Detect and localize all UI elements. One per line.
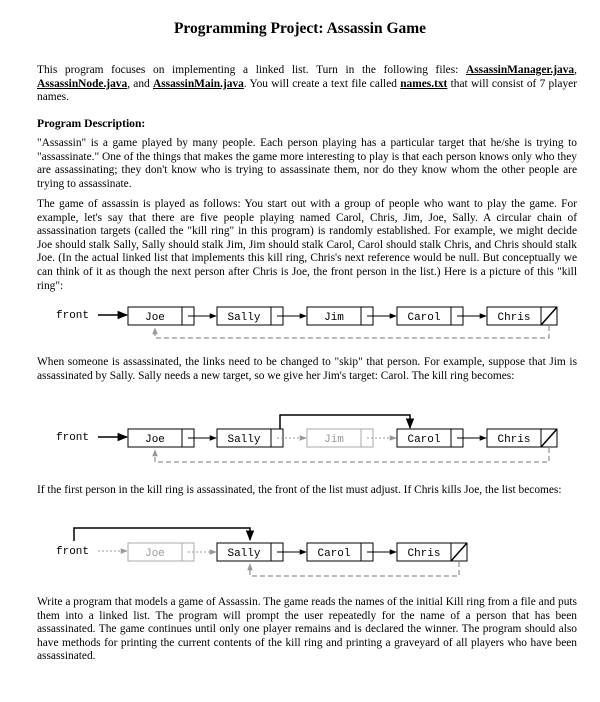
node-carol xyxy=(397,307,463,325)
kill-ring-diagram-3 xyxy=(0,522,600,584)
node-label: Sally xyxy=(227,548,261,560)
node-carol xyxy=(397,429,463,447)
node-jim xyxy=(307,307,373,325)
front-label: front xyxy=(56,310,90,322)
description-paragraph-1: "Assassin" is a game played by many people. Each person playing has a particular target that he/she is trying to "assassinate." One of the things that makes the game more interesting to play is that each person knows only who they are assassinating; they don't know who is trying to assassinate them, nor do they know whom the other people are trying to assassinate. xyxy=(37,137,577,190)
node-label: Carol xyxy=(317,548,351,560)
node-label: Chris xyxy=(407,548,441,560)
description-paragraph-3: When someone is assassinated, the links need to be changed to "skip" that person. For example, suppose that Jim is assassinated by Sally. Sally needs a new target, so we give her Jim's target: Carol. The kill ring becomes: xyxy=(37,356,577,382)
file-assassin-manager: AssassinManager.java xyxy=(466,64,575,76)
description-paragraph-5: Write a program that models a game of Assassin. The game reads the names of the initial Kill ring from a file and puts them into a linked list. The program will prompt the user repeatedly for the name of a person that has been assassinated. The game continues until only one player remains and is declared the winner. The program should also have methods for printing the current contents of the kill ring and printing a graveyard of all players who have been assassinated. xyxy=(37,596,577,663)
node-label: Carol xyxy=(407,434,441,446)
node-joe xyxy=(128,429,194,447)
node-label: Joe xyxy=(145,548,165,560)
description-paragraph-4: If the first person in the kill ring is assassinated, the front of the list must adjust. If Chris kills Joe, the list becomes: xyxy=(37,484,562,496)
node-label: Chris xyxy=(497,434,531,446)
front-label: front xyxy=(56,432,90,444)
node-chris xyxy=(397,543,467,561)
file-assassin-node: AssassinNode.java xyxy=(37,77,128,90)
node-joe-removed xyxy=(128,543,194,561)
node-label: Carol xyxy=(407,312,441,324)
kill-ring-diagram-2 xyxy=(0,408,600,470)
description-paragraph-2: The game of assassin is played as follows: You start out with a group of people who want to play the game. For example, let's say that there are five people playing named Carol, Chris, Jim, Joe, Sally. A circular chain of assassination targets (called the "kill ring" in this program) is randomly established. For example, we might decide Joe should stalk Sally, Sally should stalk Jim, Jim should stalk Carol, Carol should stalk Chris, and Chris should stalk Joe. (In the actual linked list that implements this kill ring, Chris's next reference would be null. But conceptually we can think of it as though the next person after Chris is Joe, the front person in the list.) Here is a picture of this "kill ring": xyxy=(37,198,577,292)
kill-ring-diagram-1 xyxy=(0,300,600,348)
node-label: Joe xyxy=(145,434,165,446)
node-label: Chris xyxy=(497,312,531,324)
node-label: Joe xyxy=(145,312,165,324)
file-assassin-main: AssassinMain.java xyxy=(153,77,244,90)
node-jim-removed xyxy=(307,429,373,447)
node-label: Jim xyxy=(324,434,344,446)
node-label: Jim xyxy=(324,312,344,324)
node-joe xyxy=(128,307,194,325)
node-chris xyxy=(487,307,557,325)
page-title: Programming Project: Assassin Game xyxy=(173,20,427,37)
node-sally xyxy=(217,429,283,447)
node-carol xyxy=(307,543,373,561)
file-names-txt: names.txt xyxy=(400,77,448,90)
node-sally xyxy=(217,307,283,325)
section-heading: Program Description: xyxy=(37,117,146,130)
node-label: Sally xyxy=(227,434,261,446)
intro-paragraph: This program focuses on implementing a linked list. Turn in the following files: AssassinManager.java, AssassinNode.java, and AssassinMain.java. You will create a text file called names.txt that will consist of 7 player names. xyxy=(37,64,577,104)
node-label: Sally xyxy=(227,312,261,324)
node-sally xyxy=(217,543,283,561)
front-label: front xyxy=(56,546,90,558)
node-chris xyxy=(487,429,557,447)
